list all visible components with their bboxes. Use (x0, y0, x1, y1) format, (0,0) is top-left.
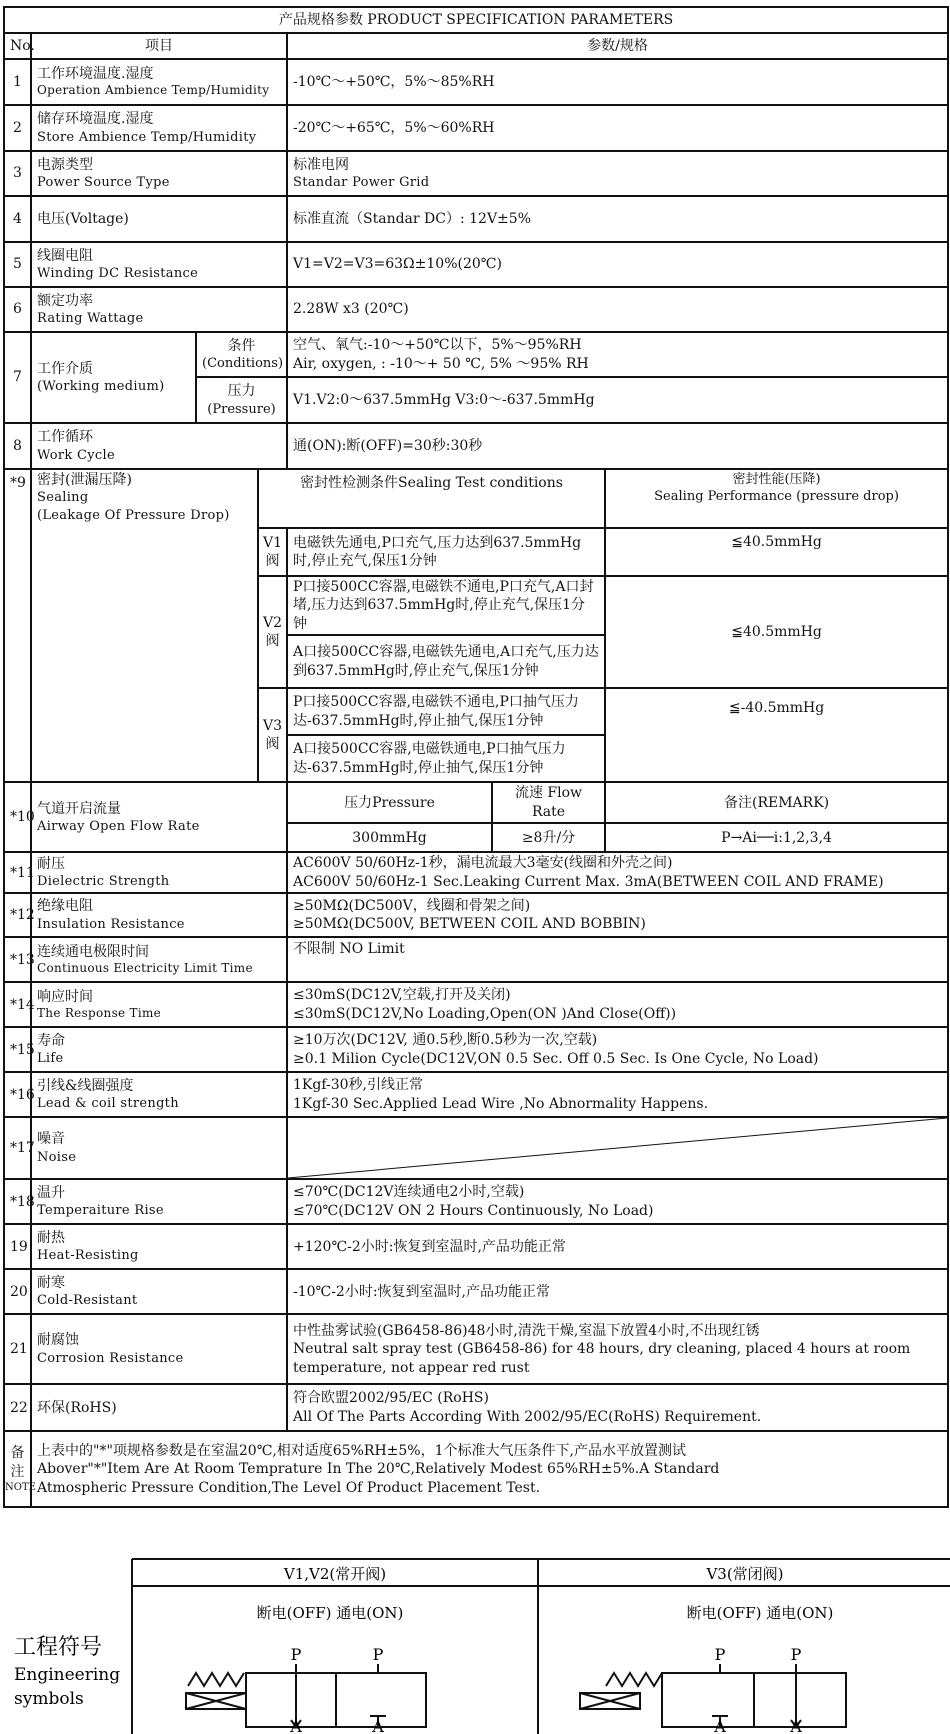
row-value (287, 1314, 948, 1384)
row-value (287, 151, 948, 196)
row-no: 6 (4, 287, 31, 332)
row-item (31, 1027, 287, 1072)
valve-v3-label: V3阀 (258, 688, 287, 782)
value-cn: ≤70℃(DC12V连续通电2小时,空载) (293, 1184, 525, 1201)
row-item (31, 332, 196, 423)
table-row (4, 1224, 948, 1269)
value-cn: 中性盐雾试验(GB6458-86)48小时,清洗干燥,室温下放置4小时,不出现红锈 (293, 1322, 760, 1339)
item-en: Life (37, 1051, 64, 1067)
table-row (4, 105, 948, 151)
item-cn: 耐寒 (37, 1274, 65, 1291)
row-value (287, 893, 948, 937)
spring-icon (606, 1673, 662, 1686)
valve-v2-condition-b: A口接500CC容器,电磁铁先通电,A口充气,压力达到637.5mmHg时,停止充气,保压1分钟 (287, 635, 605, 688)
item-en: Airway Open Flow Rate (37, 819, 200, 835)
diagonal-strike-line (288, 1118, 947, 1178)
left-valve-symbol (186, 1664, 426, 1727)
row-item (31, 242, 287, 287)
row-item (31, 1224, 287, 1269)
table-row (4, 893, 948, 937)
table-row (4, 469, 948, 528)
table-row (4, 332, 948, 377)
right-port-a1: A (714, 1717, 726, 1734)
left-port-p1: P (290, 1645, 302, 1664)
item-en: (Working medium) (37, 379, 165, 395)
left-symbol-title: V1,V2(常开阀) (283, 1565, 387, 1583)
row-no: *14 (4, 982, 31, 1027)
pressure-cn: 压力 (227, 383, 256, 400)
item-cn: 线圈电阻 (37, 247, 93, 264)
item-cn: 工作环境温度.湿度 (37, 65, 154, 82)
flow-pressure-header: 压力Pressure (287, 782, 492, 823)
conditions-en: (Conditions) (202, 356, 284, 372)
symbols-label-en-1: Engineering (14, 1665, 121, 1685)
value-en: ≤70℃(DC12V ON 2 Hours Continuously, No Load) (293, 1202, 654, 1219)
row-no: *18 (4, 1179, 31, 1224)
value-cn: ≥10万次(DC12V, 通0.5秒,断0.5秒为一次,空载) (293, 1032, 598, 1049)
table-row (4, 852, 948, 893)
item-cn: 耐腐蚀 (37, 1332, 79, 1349)
row-value: 通(ON):断(OFF)=30秒:30秒 (287, 423, 948, 469)
valve-v2-condition-a: P口接500CC容器,电磁铁不通电,P口充气,A口封堵,压力达到637.5mmHg时,停止充气,保压1分钟 (287, 576, 605, 635)
header-param: 参数/规格 (287, 33, 948, 59)
row-no: *15 (4, 1027, 31, 1072)
item-en: Heat-Resisting (37, 1248, 139, 1264)
table-row (4, 423, 948, 469)
valve-v1-performance: ≦40.5mmHg (605, 528, 948, 576)
item-cn: 密封(泄漏压降) (37, 472, 132, 488)
table-row (4, 982, 948, 1027)
item-cn: 噪音 (37, 1131, 65, 1148)
valve-v1-condition: 电磁铁先通电,P口充气,压力达到637.5mmHg时,停止充气,保压1分钟 (287, 528, 605, 576)
row-value: 标准直流（Standar DC）: 12V±5% (287, 196, 948, 242)
note-line-2: Abover"*"Item Are At Room Temprature In The 20℃,Relatively Modest 65%RH±5%.A Standard (37, 1461, 720, 1478)
table-title: 产品规格参数 PRODUCT SPECIFICATION PARAMETERS (4, 7, 948, 33)
row-item (31, 1269, 287, 1314)
value-en: Standar Power Grid (293, 175, 430, 191)
row-value (287, 852, 948, 893)
table-row (4, 196, 948, 242)
value-en: All Of The Parts According With 2002/95/EC(RoHS) Requirement. (293, 1408, 762, 1425)
item-cn: 储存环境温度.湿度 (37, 111, 154, 128)
value-en: ≥50MΩ(DC500V, BETWEEN COIL AND BOBBIN) (293, 916, 646, 933)
header-no: No. (4, 33, 31, 59)
row-item (31, 287, 287, 332)
left-symbol-state: 断电(OFF) 通电(ON) (256, 1604, 404, 1622)
engineering-symbols (0, 1556, 950, 1734)
left-port-a2: A (372, 1717, 384, 1734)
row-no: 3 (4, 151, 31, 196)
item-en: Cold-Resistant (37, 1293, 138, 1309)
right-port-p1: P (714, 1645, 726, 1664)
item-cn: 绝缘电阻 (37, 898, 93, 915)
row-value (287, 982, 948, 1027)
pressure-en: (Pressure) (207, 401, 276, 417)
item-cn: 温升 (37, 1184, 65, 1201)
item-cn: 电源类型 (37, 156, 93, 173)
row-value: +120℃-2小时:恢复到室温时,产品功能正常 (287, 1224, 948, 1269)
value-cn: 标准电网 (293, 156, 349, 173)
row-no: 21 (4, 1314, 31, 1384)
conditions-cn: 条件 (227, 337, 256, 354)
row-item (31, 1179, 287, 1224)
value-en: Neutral salt spray test (GB6458-86) for 48 hours, dry cleaning, placed 4 hours at room temperature, not appear red rust (293, 1341, 911, 1376)
table-row (4, 1179, 948, 1224)
right-port-a2: A (790, 1717, 802, 1734)
table-row (4, 1027, 948, 1072)
row-item (31, 423, 287, 469)
flow-rate-value: ≥8升/分 (492, 823, 605, 852)
row-item (31, 151, 287, 196)
table-row (4, 937, 948, 982)
right-symbol-state: 断电(OFF) 通电(ON) (686, 1604, 834, 1622)
item-en: (Leakage Of Pressure Drop) (37, 507, 230, 523)
valve-v3-condition-b: A口接500CC容器,电磁铁通电,P口抽气压力达-637.5mmHg时,停止抽气,保压1分钟 (287, 735, 605, 782)
item-cn: 耐热 (37, 1229, 65, 1246)
item-en: Winding DC Resistance (37, 266, 199, 282)
table-row (4, 151, 948, 196)
row-item (31, 1314, 287, 1384)
symbols-label-en-2: symbols (14, 1689, 84, 1709)
row-value: -10℃～+50℃，5%～85%RH (287, 59, 948, 105)
item-en: Store Ambience Temp/Humidity (37, 129, 257, 145)
row-item (31, 59, 287, 105)
row-no: *9 (4, 469, 31, 782)
flow-pressure-value: 300mmHg (287, 823, 492, 852)
table-row (4, 1072, 948, 1117)
table-row (4, 782, 948, 823)
value-cn: ≥50MΩ(DC500V，线圈和骨架之间) (293, 897, 531, 914)
row-value (287, 1027, 948, 1072)
note-label (4, 1431, 36, 1507)
row-value (287, 1384, 948, 1431)
flow-remark-value: P→Ai──i:1,2,3,4 (605, 823, 948, 852)
flow-remark-header: 备注(REMARK) (605, 782, 948, 823)
table-row (4, 1384, 948, 1431)
item-cn: 寿命 (37, 1032, 65, 1049)
row-no: 4 (4, 196, 31, 242)
right-valve-symbol (580, 1664, 846, 1727)
note-label-cn: 备注 (10, 1445, 25, 1480)
row-no: 8 (4, 423, 31, 469)
row-no: 5 (4, 242, 31, 287)
conditions-value-en: Air, oxygen, : -10～+ 50 ℃, 5% ～95% RH (293, 355, 589, 372)
value-cn: 符合欧盟2002/95/EC (RoHS) (293, 1390, 489, 1407)
right-port-p2: P (790, 1645, 802, 1664)
item-en: Lead & coil strength (37, 1096, 179, 1112)
value-en: ≥0.1 Milion Cycle(DC12V,ON 0.5 Sec. Off 0.5 Sec. Is One Cycle, No Load) (293, 1050, 819, 1067)
valve-position-off (662, 1673, 754, 1727)
valve-v2-label: V2阀 (258, 576, 287, 688)
row-value (287, 1179, 948, 1224)
spec-table (3, 6, 949, 1508)
note-row (4, 1431, 948, 1507)
row-item (31, 852, 287, 893)
item-en: Sealing (37, 490, 89, 506)
table-row (4, 287, 948, 332)
table-row (4, 1117, 948, 1179)
performance-en: Sealing Performance (pressure drop) (654, 489, 899, 505)
header-item: 项目 (31, 33, 287, 59)
item-en: Noise (37, 1149, 77, 1165)
table-row (4, 59, 948, 105)
conditions-value (287, 332, 948, 377)
row-no: 7 (4, 332, 31, 423)
item-en: Temperaiture Rise (37, 1203, 164, 1219)
valve-v1-label: V1阀 (258, 528, 287, 576)
row-no: 20 (4, 1269, 31, 1314)
row-no: 2 (4, 105, 31, 151)
spring-icon (188, 1673, 244, 1686)
right-symbol-title: V3(常闭阀) (706, 1565, 784, 1583)
row-value: -20℃～+65℃，5%～60%RH (287, 105, 948, 151)
row-item (31, 782, 287, 852)
row-no: *13 (4, 937, 31, 982)
note-line-1: 上表中的"*"项规格参数是在室温20℃,相对适度65%RH±5%，1个标准大气压条件下,产品水平放置测试 (37, 1442, 686, 1459)
row-value: 不限制 NO Limit (287, 937, 948, 982)
row-value: V1=V2=V3=63Ω±10%(20℃) (287, 242, 948, 287)
value-en: ≤30mS(DC12V,No Loading,Open(ON )And Close(Off)) (293, 1005, 677, 1022)
row-item (31, 1072, 287, 1117)
symbols-label-cn: 工程符号 (14, 1635, 103, 1660)
row-item: 环保(RoHS) (31, 1384, 287, 1431)
row-no: *11 (4, 852, 31, 893)
row-value (287, 1072, 948, 1117)
item-en: Corrosion Resistance (37, 1350, 184, 1366)
value-cn: AC600V 50/60Hz-1秒，漏电流最大3毫安(线圈和外壳之间) (293, 855, 673, 872)
item-en: Work Cycle (37, 447, 115, 463)
item-cn: 工作介质 (37, 360, 93, 377)
row-item: 电压(Voltage) (31, 196, 287, 242)
noise-empty-cell (287, 1117, 948, 1179)
sealing-performance-header (605, 469, 948, 528)
sealing-conditions-header: 密封性检测条件Sealing Test conditions (258, 469, 605, 528)
row-item (31, 105, 287, 151)
pressure-label (196, 377, 287, 423)
item-en: The Response Time (37, 1006, 162, 1021)
row-no: *10 (4, 782, 31, 852)
valve-v2-performance: ≦40.5mmHg (605, 576, 948, 688)
value-cn: ≤30mS(DC12V,空载,打开及关闭) (293, 987, 511, 1004)
item-en: Insulation Resistance (37, 916, 185, 932)
row-item (31, 893, 287, 937)
flow-rate-header: 流速 Flow Rate (492, 782, 605, 823)
value-en: 1Kgf-30 Sec.Applied Lead Wire ,No Abnormality Happens. (293, 1095, 709, 1112)
row-value: -10℃-2小时:恢复到室温时,产品功能正常 (287, 1269, 948, 1314)
note-line-3: Atmospheric Pressure Condition,The Level Of Product Placement Test. (37, 1479, 541, 1496)
valve-v3-performance: ≦-40.5mmHg (605, 688, 948, 782)
item-en: Operation Ambience Temp/Humidity (37, 83, 270, 98)
item-en: Power Source Type (37, 175, 170, 191)
row-no: *17 (4, 1117, 31, 1179)
row-no: 22 (4, 1384, 31, 1431)
table-row (4, 242, 948, 287)
item-cn: 工作循环 (37, 429, 93, 446)
conditions-label (196, 332, 287, 377)
value-en: AC600V 50/60Hz-1 Sec.Leaking Current Max. 3mA(BETWEEN COIL AND FRAME) (293, 873, 884, 890)
row-item (31, 937, 287, 982)
row-no: 1 (4, 59, 31, 105)
valve-v3-condition-a: P口接500CC容器,电磁铁不通电,P口抽气压力达-637.5mmHg时,停止抽气,保压1分钟 (287, 688, 605, 735)
row-item (31, 1117, 287, 1179)
item-cn: 响应时间 (37, 988, 93, 1005)
left-port-p2: P (372, 1645, 384, 1664)
table-row (4, 1269, 948, 1314)
item-cn: 额定功率 (37, 292, 93, 309)
item-cn: 引线&线圈强度 (37, 1077, 134, 1094)
table-row (4, 1314, 948, 1384)
row-item (31, 469, 258, 782)
row-no: *16 (4, 1072, 31, 1117)
row-item (31, 982, 287, 1027)
row-no: *12 (4, 893, 31, 937)
note-text (31, 1431, 948, 1507)
conditions-value-cn: 空气、氧气:-10～+50℃以下，5%～95%RH (293, 337, 582, 354)
item-cn: 连续通电极限时间 (37, 943, 149, 960)
item-cn: 耐压 (37, 856, 65, 872)
item-en: Continuous Electricity Limit Time (37, 961, 253, 976)
row-value: 2.28W x3 (20℃) (287, 287, 948, 332)
row-no: 19 (4, 1224, 31, 1269)
item-en: Rating Wattage (37, 311, 144, 327)
item-cn: 气道开启流量 (37, 800, 121, 817)
left-port-a1: A (290, 1717, 302, 1734)
note-label-en: NOTE (5, 1482, 36, 1494)
value-cn: 1Kgf-30秒,引线正常 (293, 1077, 424, 1094)
pressure-value: V1.V2:0～637.5mmHg V3:0～-637.5mmHg (287, 377, 948, 423)
item-en: Dielectric Strength (37, 874, 170, 890)
performance-cn: 密封性能(压降) (732, 472, 821, 487)
